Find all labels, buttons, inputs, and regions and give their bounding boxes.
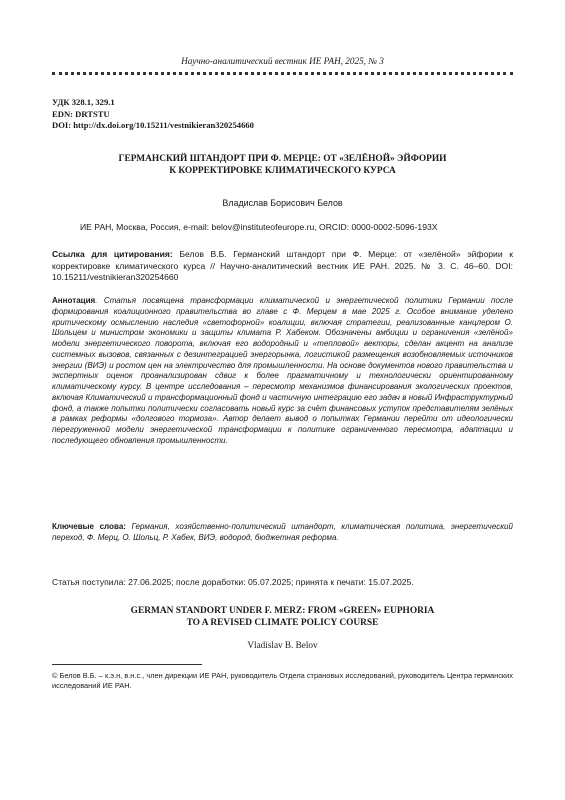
- article-dates: Статья поступила: 27.06.2025; после доработки: 05.07.2025; принята к печати: 15.07.2025.: [52, 577, 414, 587]
- header-dotted-rule: [52, 72, 513, 75]
- udk-code: УДК 328.1, 329.1: [52, 97, 115, 107]
- doi-link[interactable]: DOI: http://dx.doi.org/10.15211/vestnikieran320254660: [52, 120, 254, 130]
- en-title-line-1: GERMAN STANDORT UNDER F. MERZ: FROM «GREEN» EUPHORIA: [130, 606, 435, 616]
- citation-label: Ссылка для цитирования:: [52, 249, 173, 259]
- footnote-separator: [52, 664, 202, 665]
- abstract-label: Аннотация: [52, 296, 96, 305]
- title-line-1: ГЕРМАНСКИЙ ШТАНДОРТ ПРИ Ф. МЕРЦЕ: ОТ «ЗЕЛЁНОЙ» ЭЙФОРИИ: [118, 154, 447, 164]
- article-metadata: [52, 97, 254, 132]
- keywords-block: [52, 522, 513, 544]
- author-affiliation: ИЕ РАН, Москва, Россия, e-mail: belov@instituteofeurope.ru, ORCID: 0000-0002-5096-193X: [80, 222, 438, 232]
- title-line-2: К КОРРЕКТИРОВКЕ КЛИМАТИЧЕСКОГО КУРСА: [169, 166, 396, 176]
- en-title-line-2: TO A REVISED CLIMATE POLICY COURSE: [186, 618, 379, 628]
- author-name: Владислав Борисович Белов: [222, 198, 343, 208]
- journal-running-header: Научно-аналитический вестник ИЕ РАН, 2025, № 3: [181, 56, 384, 66]
- article-title: [52, 153, 513, 177]
- abstract-block: [52, 296, 513, 447]
- keywords-label: Ключевые слова:: [52, 522, 126, 531]
- english-title: [52, 605, 513, 629]
- keywords-text: Германия, хозяйственно-политический штандорт, климатическая политика, энергетический переход, Ф. Мерц, О. Шольц, Р. Хабек, ВИЭ, водород, бюджетная реформа.: [52, 522, 513, 542]
- citation-block: [52, 249, 513, 284]
- english-author-name: Vladislav B. Belov: [247, 640, 318, 650]
- edn-code: EDN: DRTSTU: [52, 108, 110, 119]
- abstract-text: . Статья посвящена трансформации климатической и энергетической политики Германии после формирования коалиционного правительства во главе с Ф. Мерцем в мае 2025 г. Особое внимание уделено критическому осмыслению наследия «светофорной» коалиции, включая стратегии, реализованные канцлером О. Шольцем и министром экономики и защиты климата Р. Хабеком. Обозначены амбиции и ограничения «зелёной» модели энергетического поворота, включая его водородный и «тепловой» векторы, сделан акцент на анализе системных вызовов, связанных с дезинтеграцией энергорынка, логистикой размещения возобновляемых источников энергии (ВИЭ) и ростом цен на электричество для промышленности. На основе документов нового правительства и экспертных оценок проанализирован сдвиг к более прагматичному и технологически ориентированному климатическому курсу. В центре исследования – пересмотр механизмов финансирования экологических проектов, включая Климатический и трансформационный фонд и частичную интеграцию его задач в новый Инфраструктурный фонд, а также попытки политически согласовать новый курс за счёт финансовых уступок представителям зелёных в рамках реформы «долгового тормоза». Автор делает вывод о попытках Германии перейти от идеологически перегруженной модели энергетической трансформации к политике ограниченного пересмотра, адаптации и последующего обновления промышленности.: [52, 296, 513, 445]
- author-footnote: © Белов В.Б. – к.э.н, в.н.с., член дирекции ИЕ РАН, руководитель Отдела страновых исследований, руководитель Центра германских исследований ИЕ РАН.: [52, 671, 513, 690]
- citation-text: Белов В.Б. Германский штандорт при Ф. Мерце: от «зелёной» эйфории к корректировке климатического курса // Научно-аналитический вестник ИЕ РАН. 2025. № 3. С. 46–60. DOI: 10.15211/vestnikieran320254660: [52, 249, 513, 283]
